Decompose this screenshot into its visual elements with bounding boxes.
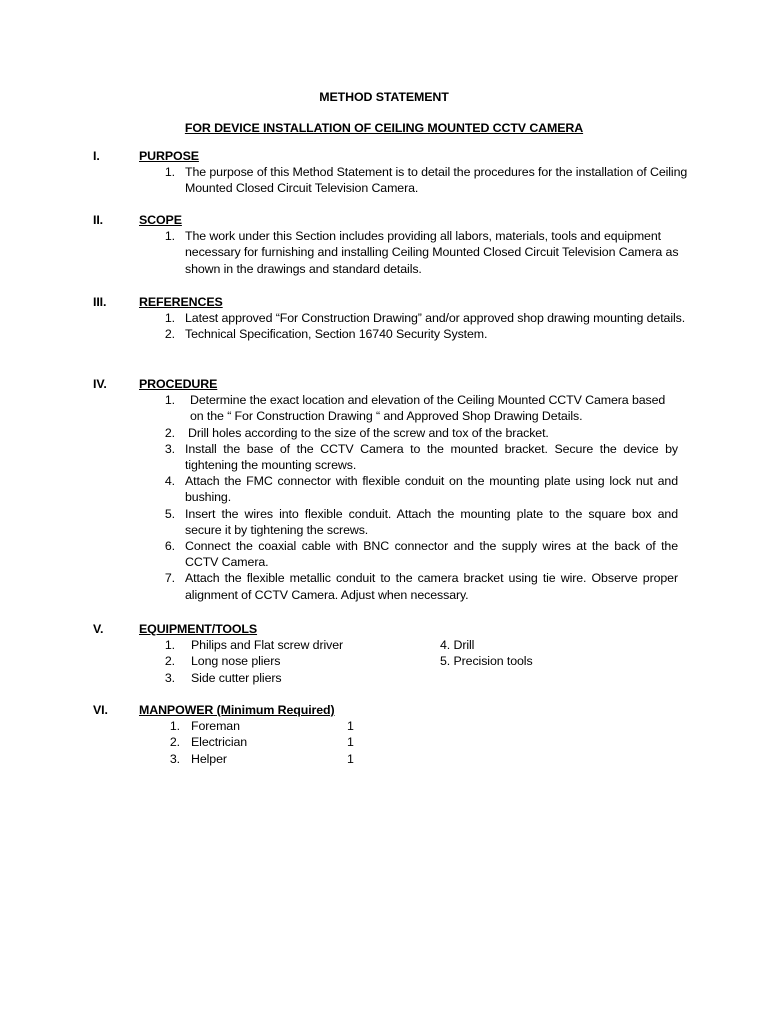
list-item: 3. Install the base of the CCTV Camera to the mounted bracket. Secure the device by tightening the mounting screws. — [164, 441, 678, 472]
list-item: 1. The work under this Section includes providing all labors, materials, tools and equipment necessary for furnishing and installing Ceiling Mounted Closed Circuit Television Camera as shown in the drawings and standard details. — [164, 229, 679, 276]
section-number: II. — [93, 213, 104, 227]
section-title: PROCEDURE — [139, 377, 218, 391]
section-number: IV. — [93, 377, 107, 391]
section-title: EQUIPMENT/TOOLS — [139, 622, 258, 636]
list-item: 5. Insert the wires into flexible conduit. Attach the mounting plate to the square box and secure it by tightening the screws. — [164, 506, 678, 537]
list-item: 2. Long nose pliers 5. Precision tools — [164, 654, 533, 669]
section-number: VI. — [93, 703, 108, 717]
section-title: REFERENCES — [139, 295, 223, 309]
list-item: 1. The purpose of this Method Statement is to detail the procedures for the installation of Ceiling Mounted Closed Circuit Television Camera. — [164, 165, 688, 196]
list-item: 1. Foreman 1 — [169, 719, 354, 734]
section-purpose — [0, 148, 768, 197]
list-item: 4. Attach the FMC connector with flexible conduit on the mounting plate using lock nut and bushing. — [164, 474, 678, 505]
list-item: 1. Latest approved “For Construction Drawing” and/or approved shop drawing mounting details. — [164, 311, 686, 326]
section-scope — [0, 212, 768, 277]
document-title: METHOD STATEMENT — [319, 90, 449, 104]
list-item: 1. Philips and Flat screw driver 4. Drill — [164, 638, 475, 653]
section-procedure — [0, 376, 768, 603]
list-item: 1. Determine the exact location and elevation of the Ceiling Mounted CCTV Camera based on the “ For Construction Drawing “ and Approved Shop Drawing Details. — [164, 393, 666, 424]
section-references — [0, 294, 768, 343]
section-equipment-tools — [0, 621, 768, 686]
section-manpower — [0, 702, 768, 767]
list-item: 3. Side cutter pliers — [164, 670, 282, 685]
list-item: 3. Helper 1 — [169, 751, 354, 766]
list-item: 7. Attach the flexible metallic conduit to the camera bracket using tie wire. Observe proper alignment of CCTV Camera. Adjust when necessary. — [164, 571, 678, 602]
section-title: MANPOWER (Minimum Required) — [139, 703, 335, 717]
section-number: V. — [93, 622, 104, 636]
document-subtitle: FOR DEVICE INSTALLATION OF CEILING MOUNTED CCTV CAMERA — [184, 121, 584, 135]
list-item: 2. Electrician 1 — [169, 735, 354, 750]
list-item: 2. Technical Specification, Section 16740 Security System. — [164, 327, 488, 342]
section-number: III. — [93, 295, 107, 309]
list-item: 2. Drill holes according to the size of the screw and tox of the bracket. — [164, 425, 549, 440]
section-title: PURPOSE — [139, 149, 199, 163]
list-item: 6. Connect the coaxial cable with BNC connector and the supply wires at the back of the CCTV Camera. — [164, 539, 678, 570]
section-title: SCOPE — [139, 213, 182, 227]
section-number: I. — [93, 149, 100, 163]
